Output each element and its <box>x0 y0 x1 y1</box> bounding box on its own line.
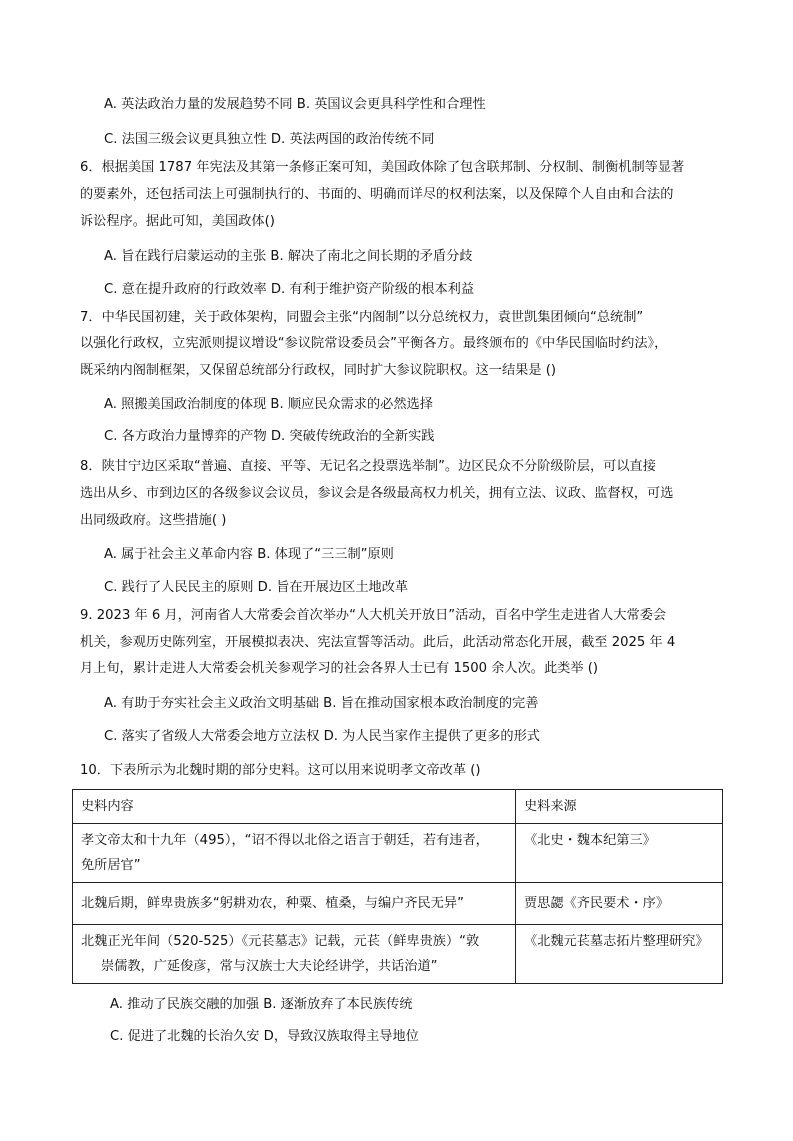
q9-options-cd: C. 落实了省级人大常委会地方立法权 D. 为人民当家作主提供了更多的形式 <box>104 729 540 744</box>
q10-options-ab: A. 推动了民族交融的加强 B. 逐渐放弃了本民族传统 <box>110 997 413 1012</box>
q9-stem-line-3: 月上旬，累计走进人大常委会机关参观学习的社会各界人士已有 1500 余人次。此类举 () <box>80 661 598 676</box>
q9-stem-line-1: 9. 2023 年 6 月，河南省人大常委会首次举办“人大机关开放日”活动，百名中学生走进省人大常委会 <box>80 608 667 623</box>
table-cell-content <box>73 883 516 925</box>
table-cell-line: 崇儒教，广延俊彦，常与汉族士大夫论经讲学，共话治道” <box>101 959 438 974</box>
table-cell-content <box>73 925 516 984</box>
q5-options-ab: A. 英法政治力量的发展趋势不同 B. 英国议会更具科学性和合理性 <box>104 97 486 112</box>
q6-stem-line-1: 6．根据美国 1787 年宪法及其第一条修正案可知，美国政体除了包含联邦制、分权制、制衡机制等显著 <box>80 160 685 175</box>
table-cell-line: 北魏正光年间（520-525）《元苌墓志》记载，元苌（鲜卑贵族）“敦 <box>81 934 480 949</box>
q7-stem-line-3: 既采纳内阁制框架，又保留总统部分行政权，同时扩大参议院职权。这一结果是 () <box>80 363 557 378</box>
table-row <box>73 925 723 984</box>
q7-options-ab: A. 照搬美国政治制度的体现 B. 顺应民众需求的必然选择 <box>104 397 433 412</box>
q9-options-ab: A. 有助于夯实社会主义政治文明基础 B. 旨在推动国家根本政治制度的完善 <box>104 696 539 711</box>
q5-options-cd: C. 法国三级会议更具独立性 D. 英法两国的政治传统不同 <box>104 132 435 147</box>
source-table <box>72 789 723 984</box>
q8-options-ab: A. 属于社会主义革命内容 B. 体现了“三三制”原则 <box>104 547 394 562</box>
table-header-source: 史料来源 <box>516 790 723 824</box>
table-cell-source: 《北魏元苌墓志拓片整理研究》 <box>516 925 723 984</box>
table-cell-source: 贾思勰《齐民要术・序》 <box>516 883 723 925</box>
table-cell-line: 北魏后期，鲜卑贵族多“躬耕劝农，种粟、植桑，与编户齐民无异” <box>81 896 464 911</box>
q8-stem-line-2: 选出从乡、市到边区的各级参议会议员，参议会是各级最高权力机关，拥有立法、议政、监督权，可选 <box>80 486 674 501</box>
q7-stem-line-2: 以强化行政权，立宪派则提议增设“参议院常设委员会”平衡各方。最终颁布的《中华民国临时约法》， <box>80 336 668 351</box>
q7-stem-line-1: 7．中华民国初建，关于政体架构，同盟会主张“内阁制”以分总统权力，袁世凯集团倾向“总统制” <box>80 310 644 325</box>
q10-stem: 10．下表所示为北魏时期的部分史料。这可以用来说明孝文帝改革 () <box>80 763 481 778</box>
q6-stem-line-3: 诉讼程序。据此可知，美国政体() <box>80 214 275 229</box>
table-row <box>73 883 723 925</box>
q7-options-cd: C. 各方政治力量博弈的产物 D. 突破传统政治的全新实践 <box>104 429 435 444</box>
q6-options-ab: A. 旨在践行启蒙运动的主张 B. 解决了南北之间长期的矛盾分歧 <box>104 249 473 264</box>
q10-options-cd: C. 促进了北魏的长治久安 D，导致汉族取得主导地位 <box>110 1029 419 1044</box>
table-cell-content <box>73 824 516 883</box>
table-cell-line: 免所居官” <box>81 858 141 873</box>
table-cell-source: 《北史・魏本纪第三》 <box>516 824 723 883</box>
q8-stem-line-3: 出同级政府。这些措施( ) <box>80 513 227 528</box>
table-header-row <box>73 790 723 824</box>
table-cell-line: 孝文帝太和十九年（495），“诏不得以北俗之语言于朝廷，若有违者， <box>81 833 489 848</box>
q8-stem-line-1: 8．陕甘宁边区采取“普遍、直接、平等、无记名之投票选举制”。边区民众不分阶级阶层，可以直接 <box>80 459 656 474</box>
q8-options-cd: C. 践行了人民民主的原则 D. 旨在开展边区土地改革 <box>104 580 409 595</box>
table-row <box>73 824 723 883</box>
q6-stem-line-2: 的要素外，还包括司法上可强制执行的、书面的、明确而详尽的权利法案，以及保障个人自由和合法的 <box>80 187 674 202</box>
table-header-content: 史料内容 <box>73 790 516 824</box>
q9-stem-line-2: 机关，参观历史陈列室，开展模拟表决、宪法宣誓等活动。此后，此活动常态化开展，截至 2025 年 4 <box>80 635 676 650</box>
q6-options-cd: C. 意在提升政府的行政效率 D. 有利于维护资产阶级的根本利益 <box>104 282 475 297</box>
